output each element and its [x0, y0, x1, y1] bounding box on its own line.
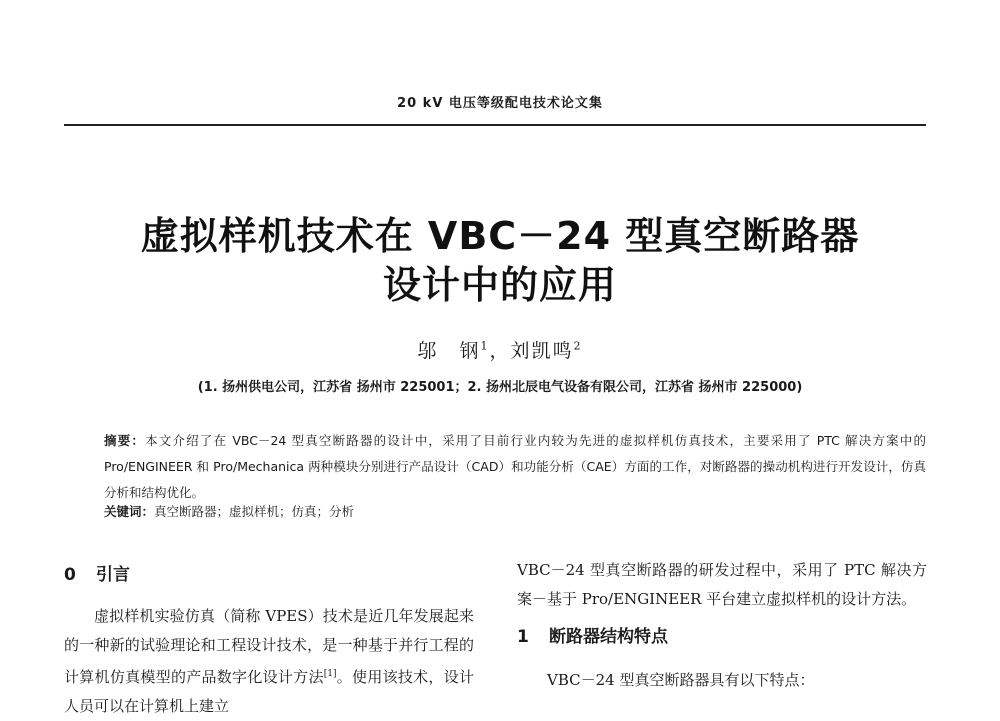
abstract-text: 本文介绍了在 VBC－24 型真空断路器的设计中，采用了目前行业内较为先进的虚拟样机仿真技术，主要采用了 PTC 解决方案中的 Pro/ENGINEER 和 Pro/Mechanica 两种模块分别进行产品设计（CAD）和功能分析（CAE）方面的工作，对断路器的操动机构进行开发设计，仿真分析和结构优化。	[104, 433, 926, 500]
author-1-name: 邬 钢	[417, 340, 481, 362]
authors	[0, 336, 1000, 363]
section-0-heading	[64, 560, 474, 590]
right-column	[517, 556, 927, 695]
section-0-title: 引言	[96, 565, 130, 585]
section-0-paragraph	[64, 602, 474, 721]
abstract-label: 摘要：	[104, 433, 146, 448]
author-1-affil-mark: 1	[480, 339, 490, 353]
section-1-heading	[517, 622, 927, 652]
abstract	[104, 428, 926, 506]
author-separator: ，	[489, 340, 511, 362]
citation-1: [1]	[323, 669, 337, 679]
keywords-label: 关键词：	[104, 504, 155, 519]
paper-title-line-2: 设计中的应用	[382, 263, 617, 307]
paper-title-line-1: 虚拟样机技术在 VBC－24 型真空断路器	[140, 214, 860, 258]
section-1-paragraph: VBC－24 型真空断路器具有以下特点：	[547, 671, 815, 689]
header-rule	[64, 124, 926, 126]
author-2-affil-mark: 2	[573, 339, 583, 353]
left-column	[64, 560, 474, 721]
section-1-title: 断路器结构特点	[549, 627, 668, 647]
section-0-text: 虚拟样机实验仿真（简称 VPES）技术是近几年发展起来的一种新的试验理论和工程设计技术，是一种基于并行工程的计算机仿真模型的产品数字化设计方法	[64, 607, 474, 686]
section-0-text-cont: 。使用该技术，设计人员可以在计算机上建立	[64, 668, 474, 715]
keywords	[104, 502, 926, 520]
section-1-number: 1	[517, 627, 529, 647]
author-2-name: 刘凯鸣	[510, 340, 574, 362]
keywords-text: 真空断路器；虚拟样机；仿真；分析	[154, 504, 355, 519]
running-header: 20 kV 电压等级配电技术论文集	[397, 96, 603, 111]
continued-paragraph: VBC－24 型真空断路器的研发过程中，采用了 PTC 解决方案－基于 Pro/ENGINEER 平台建立虚拟样机的设计方法。	[517, 561, 927, 608]
affiliations: (1. 扬州供电公司，江苏省 扬州市 225001；2. 扬州北辰电气设备有限公司，江苏省 扬州市 225000)	[197, 380, 803, 395]
section-0-number: 0	[64, 565, 76, 585]
